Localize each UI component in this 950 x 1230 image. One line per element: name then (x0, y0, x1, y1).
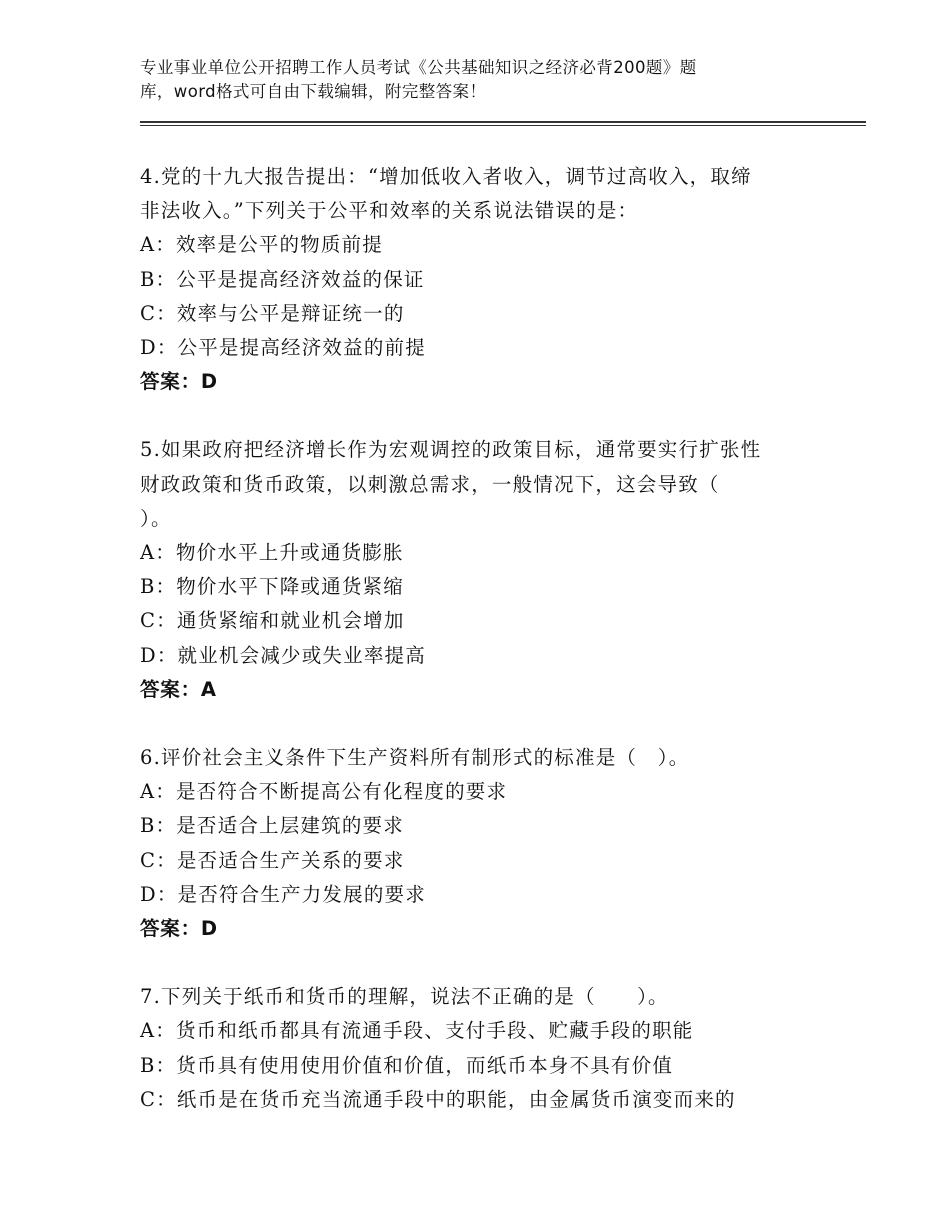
header-line-1: 专业事业单位公开招聘工作人员考试《公共基础知识之经济必背200题》题 (140, 58, 697, 77)
question-7 (140, 980, 840, 1117)
option-a: A：货币和纸币都具有流通手段、支付手段、贮藏手段的职能 (140, 1019, 694, 1043)
option-d: D：就业机会减少或失业率提高 (140, 643, 426, 667)
question-text: 7.下列关于纸币和货币的理解，说法不正确的是（ ）。 (140, 985, 669, 1009)
option-b: B：货币具有使用使用价值和价值，而纸币本身不具有价值 (140, 1053, 674, 1077)
question-list (140, 160, 840, 1117)
option-c: C：通货紧缩和就业机会增加 (140, 609, 405, 633)
question-5 (140, 433, 840, 707)
option-b: B：是否适合上层建筑的要求 (140, 814, 404, 838)
question-6 (140, 741, 840, 946)
question-text: ）。 (140, 506, 172, 530)
option-c: C：纸币是在货币充当流通手段中的职能，由金属货币演变而来的 (140, 1087, 736, 1111)
answer: 答案：D (140, 917, 218, 941)
option-b: B：公平是提高经济效益的保证 (140, 267, 425, 291)
header-line-2: 库，word格式可自由下载编辑，附完整答案！ (140, 82, 487, 101)
option-c: C：效率与公平是辩证统一的 (140, 301, 405, 325)
question-text: 非法收入。”下列关于公平和效率的关系说法错误的是： (140, 199, 639, 223)
question-text: 6.评价社会主义条件下生产资料所有制形式的标准是（ ）。 (140, 746, 690, 770)
question-4 (140, 160, 840, 399)
question-text: 财政政策和货币政策，以刺激总需求，一般情况下，这会导致（ (140, 472, 720, 496)
header-divider (140, 121, 866, 123)
question-text: 5.如果政府把经济增长作为宏观调控的政策目标，通常要实行扩张性 (140, 438, 762, 462)
option-a: A：是否符合不断提高公有化程度的要求 (140, 780, 508, 804)
question-text: 4.党的十九大报告提出：“增加低收入者收入，调节过高收入，取缔 (140, 165, 752, 188)
question-spacer (140, 399, 840, 433)
answer: 答案：D (140, 370, 218, 394)
option-d: D：公平是提高经济效益的前提 (140, 336, 426, 360)
option-d: D：是否符合生产力发展的要求 (140, 882, 426, 906)
option-c: C：是否适合生产关系的要求 (140, 848, 405, 872)
answer: 答案：A (140, 677, 217, 701)
option-b: B：物价水平下降或通货紧缩 (140, 575, 404, 599)
document-header (140, 56, 780, 104)
question-spacer (140, 707, 840, 741)
option-a: A：效率是公平的物质前提 (140, 233, 383, 257)
question-spacer (140, 946, 840, 980)
option-a: A：物价水平上升或通货膨胀 (140, 541, 404, 565)
